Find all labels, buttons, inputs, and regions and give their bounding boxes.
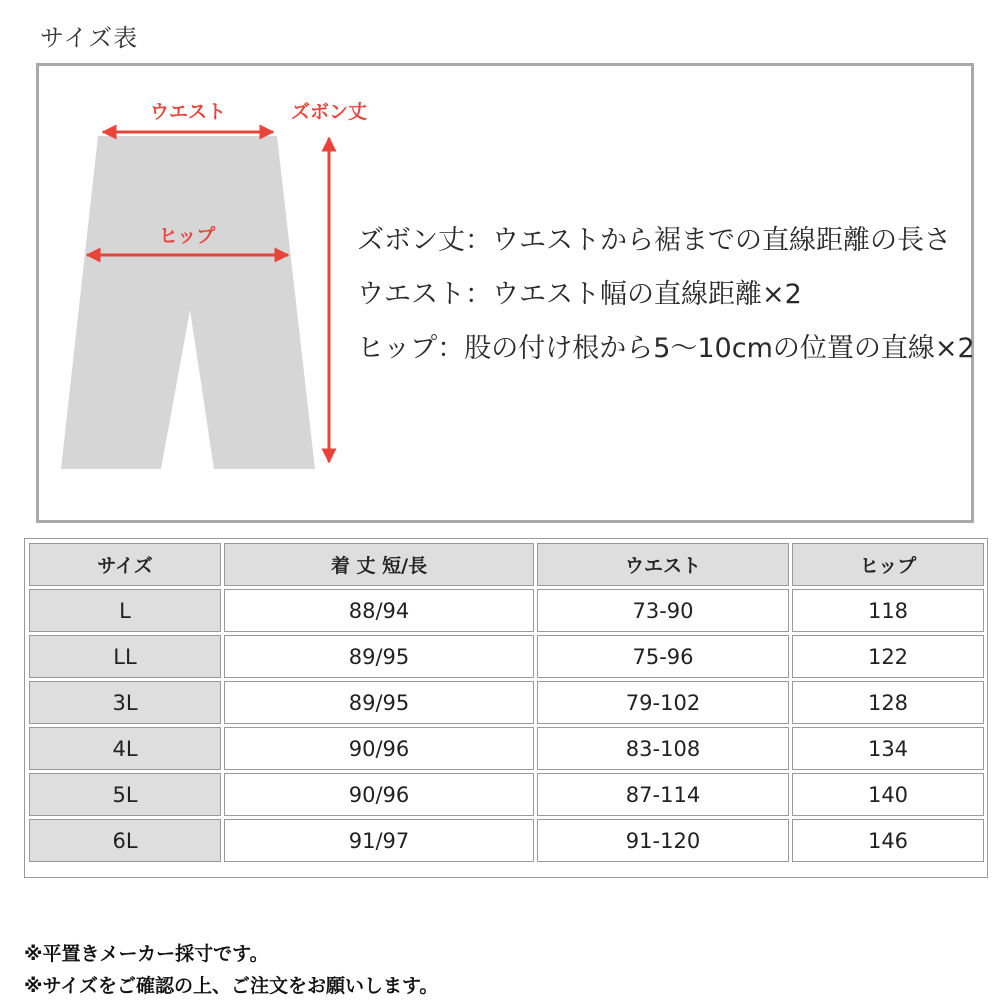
waist-cell: 83-108 (537, 727, 789, 770)
measurement-diagram (36, 63, 974, 523)
length-label: ズボン丈 (290, 101, 368, 123)
hip-description: ヒップ：股の付け根から5～10cmの位置の直線×2 (357, 333, 975, 364)
waist-cell: 79-102 (537, 681, 789, 724)
note-confirm: ※サイズをご確認の上、ご注文をお願いします。 (24, 975, 439, 997)
hip-cell: 140 (792, 773, 984, 816)
table-row (29, 819, 984, 862)
table-row (29, 681, 984, 724)
hip-label: ヒップ (158, 225, 216, 247)
length-cell: 89/95 (224, 635, 534, 678)
size-table (26, 540, 987, 865)
table-row (29, 635, 984, 678)
waist-label: ウエスト (149, 101, 227, 123)
length-description: ズボン丈：ウエストから裾までの直線距離の長さ (357, 225, 951, 256)
size-cell: 4L (29, 727, 221, 770)
table-row (29, 727, 984, 770)
length-cell: 91/97 (224, 819, 534, 862)
hip-cell: 128 (792, 681, 984, 724)
page-title: サイズ表 (40, 24, 139, 52)
length-cell: 89/95 (224, 681, 534, 724)
header-size: サイズ (29, 543, 221, 586)
waist-cell: 91-120 (537, 819, 789, 862)
waist-cell: 75-96 (537, 635, 789, 678)
waist-cell: 73-90 (537, 589, 789, 632)
header-waist: ウエスト (537, 543, 789, 586)
table-row (29, 589, 984, 632)
size-cell: LL (29, 635, 221, 678)
hip-cell: 118 (792, 589, 984, 632)
hip-cell: 146 (792, 819, 984, 862)
length-cell: 90/96 (224, 773, 534, 816)
header-hip: ヒップ (792, 543, 984, 586)
header-length: 着 丈 短/長 (224, 543, 534, 586)
hip-cell: 134 (792, 727, 984, 770)
notes (24, 938, 438, 1002)
table-row (29, 773, 984, 816)
size-cell: 3L (29, 681, 221, 724)
hip-cell: 122 (792, 635, 984, 678)
waist-cell: 87-114 (537, 773, 789, 816)
pants-shape (61, 136, 315, 469)
measurement-descriptions (357, 214, 975, 376)
note-measurement: ※平置きメーカー採寸です。 (24, 943, 269, 965)
size-cell: 5L (29, 773, 221, 816)
size-cell: L (29, 589, 221, 632)
size-cell: 6L (29, 819, 221, 862)
size-table-frame (24, 538, 988, 878)
waist-description: ウエスト：ウエスト幅の直線距離×2 (357, 279, 802, 310)
table-header-row (29, 543, 984, 586)
length-cell: 90/96 (224, 727, 534, 770)
length-cell: 88/94 (224, 589, 534, 632)
